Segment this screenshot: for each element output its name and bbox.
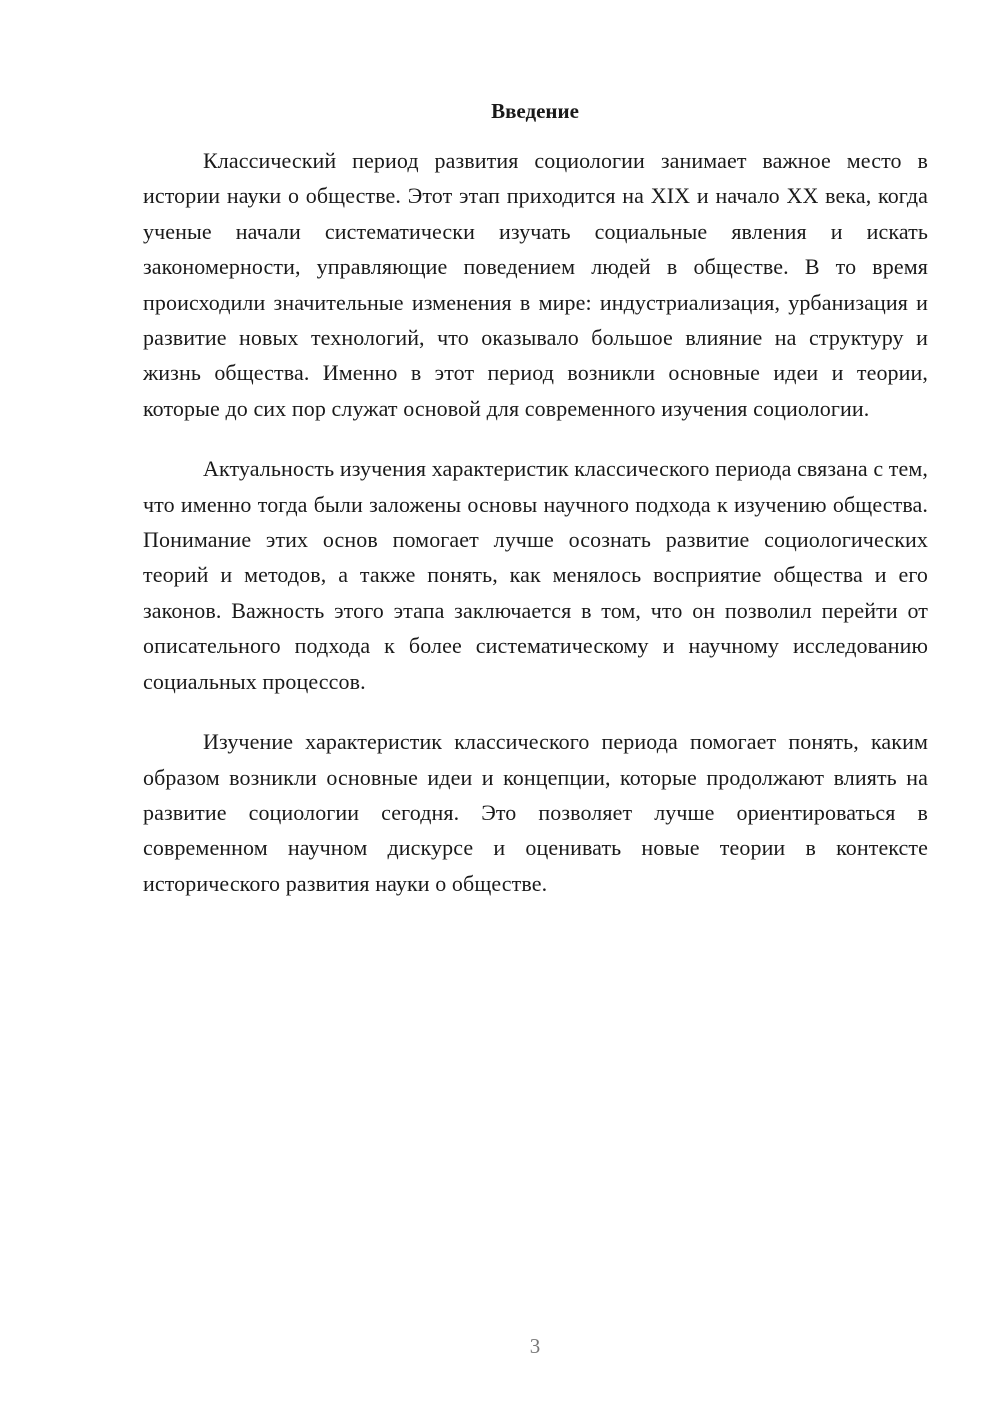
paragraph-2: Актуальность изучения характеристик классического периода связана с тем, что именно тогда были заложены основы научного подхода к изучению общества. Понимание этих основ помогает лучше осознать развитие социологических теорий и методов, а также понять, как менялось восприятие общества и его законов. Важность этого этапа заключается в том, что он позволил перейти от описательного подхода к более систематическому и научному исследованию социальных процессов. xyxy=(143,456,928,694)
body-text xyxy=(143,143,928,926)
page-number: 3 xyxy=(529,1334,541,1358)
page-title: Введение xyxy=(491,99,579,123)
paragraph-1: Классический период развития социологии занимает важное место в истории науки о обществе. Этот этап приходится на XIX и начало XX века, когда ученые начали систематически изучать социальные явления и искать закономерности, управляющие поведением людей в обществе. В то время происходили значительные изменения в мире: индустриализация, урбанизация и развитие новых технологий, что оказывало большое влияние на структуру и жизнь общества. Именно в этот период возникли основные идеи и теории, которые до сих пор служат основой для современного изучения социологии. xyxy=(143,148,928,421)
paragraph-3: Изучение характеристик классического периода помогает понять, каким образом возникли основные идеи и концепции, которые продолжают влиять на развитие социологии сегодня. Это позволяет лучше ориентироваться в современном научном дискурсе и оценивать новые теории в контексте исторического развития науки о обществе. xyxy=(143,729,928,896)
